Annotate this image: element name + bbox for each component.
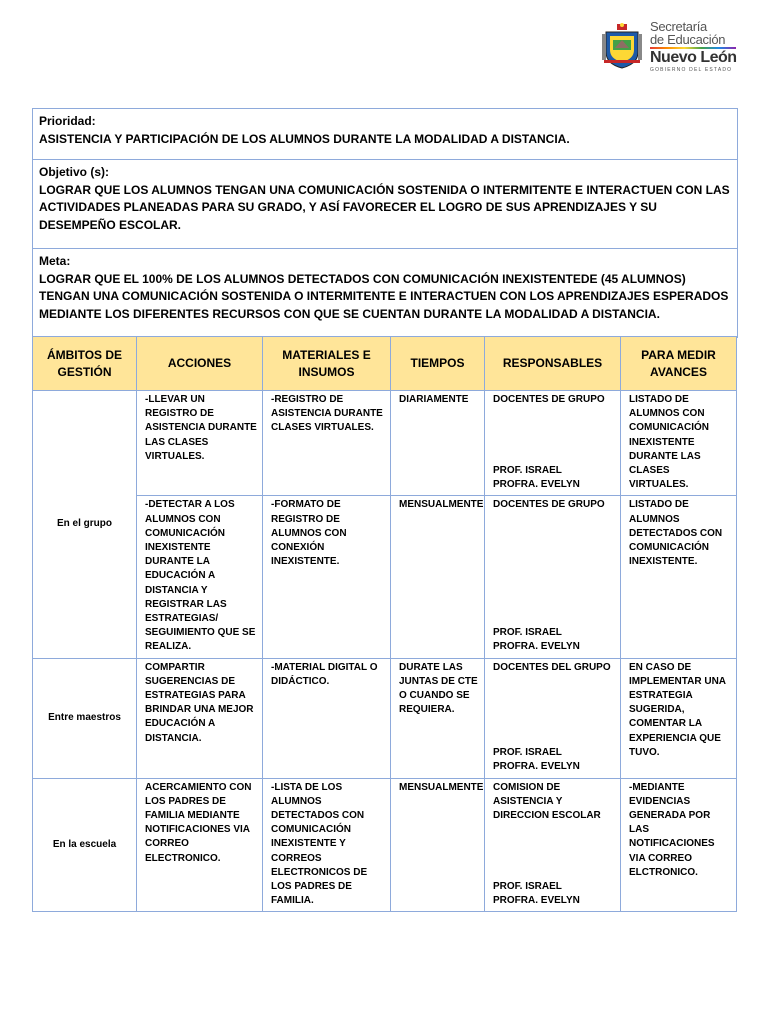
prof-names bbox=[493, 626, 580, 654]
tiempos-cell: DIARIAMENTE bbox=[391, 391, 485, 496]
prof-names bbox=[493, 746, 580, 774]
acciones-cell: COMPARTIR SUGERENCIAS DE ESTRATEGIAS PARA BRINDAR UNA MEJOR EDUCACIÓN A DISTANCIA. bbox=[137, 658, 263, 778]
scope-cell: Entre maestros bbox=[33, 658, 137, 778]
prioridad-label: Prioridad: bbox=[39, 114, 96, 128]
materiales-cell: -FORMATO DE REGISTRO DE ALUMNOS CON CONEXIÓN INEXISTENTE. bbox=[263, 496, 391, 658]
avances-cell: LISTADO DE ALUMNOS CON COMUNICACIÓN INEXISTENTE DURANTE LAS CLASES VIRTUALES. bbox=[621, 391, 737, 496]
table-header-row bbox=[33, 337, 737, 391]
header-tiempos: TIEMPOS bbox=[391, 337, 485, 391]
prioridad-box bbox=[33, 109, 737, 160]
prof-names bbox=[493, 464, 580, 492]
header-materiales: MATERIALES E INSUMOS bbox=[263, 337, 391, 391]
objetivo-label: Objetivo (s): bbox=[39, 165, 110, 179]
table-row bbox=[33, 658, 737, 778]
header-avances: PARA MEDIR AVANCES bbox=[621, 337, 737, 391]
prof-2: PROFRA. EVELYN bbox=[493, 641, 580, 653]
objetivo-box bbox=[33, 160, 737, 249]
acciones-cell: -LLEVAR UN REGISTRO DE ASISTENCIA DURANTE LAS CLASES VIRTUALES. bbox=[137, 391, 263, 496]
table-row bbox=[33, 778, 737, 912]
header-acciones: ACCIONES bbox=[137, 337, 263, 391]
logo-line-2: de Educación bbox=[650, 31, 726, 47]
responsables-text: DOCENTES DE GRUPO bbox=[493, 499, 605, 511]
info-section bbox=[32, 108, 738, 338]
responsables-cell bbox=[485, 778, 621, 912]
responsables-text: DOCENTES DE GRUPO bbox=[493, 394, 605, 405]
responsables-text: DOCENTES DEL GRUPO bbox=[493, 661, 611, 673]
prioridad-text: ASISTENCIA Y PARTICIPACIÓN DE LOS ALUMNOS DURANTE LA MODALIDAD A DISTANCIA. bbox=[39, 131, 570, 146]
logo-line-4: GOBIERNO DEL ESTADO bbox=[650, 66, 733, 73]
prof-1: PROF. ISRAEL bbox=[493, 881, 562, 893]
table-row bbox=[33, 391, 737, 496]
materiales-cell: -REGISTRO DE ASISTENCIA DURANTE CLASES VIRTUALES. bbox=[263, 391, 391, 496]
avances-cell: LISTADO DE ALUMNOS DETECTADOS CON COMUNICACIÓN INEXISTENTE. bbox=[621, 496, 737, 658]
prof-2: PROFRA. EVELYN bbox=[493, 761, 580, 773]
scope-cell: En la escuela bbox=[33, 778, 137, 912]
acciones-cell: -DETECTAR A LOS ALUMNOS CON COMUNICACIÓN INEXISTENTE DURANTE LA EDUCACIÓN A DISTANCIA Y REGISTRAR LAS ESTRATEGIAS/ SEGUIMIENTO QUE SE REALIZA. bbox=[137, 496, 263, 658]
meta-text: LOGRAR QUE EL 100% DE LOS ALUMNOS DETECTADOS CON COMUNICACIÓN INEXISTENTEDE (45 ALUMNOS) TENGAN UNA COMUNICACIÓN SOSTENIDA O INTERMITENTE E INTERACTUEN CON LOS APRENDIZAJES ESPERADOS MEDIANTE LOS DIFERENTES RECURSOS CON QUE SE CUENTAN DURANTE LA MODALIDAD A DISTANCIA. bbox=[39, 271, 729, 321]
state-crest-icon bbox=[600, 22, 644, 70]
tiempos-cell: MENSUALMENTE bbox=[391, 778, 485, 912]
header-ambitos: ÁMBITOS DE GESTIÓN bbox=[33, 337, 137, 391]
logo-line-3: Nuevo León bbox=[650, 48, 737, 66]
prof-1: PROF. ISRAEL bbox=[493, 627, 562, 639]
responsables-cell bbox=[485, 391, 621, 496]
responsables-cell bbox=[485, 658, 621, 778]
header-responsables: RESPONSABLES bbox=[485, 337, 621, 391]
logo-line-1: Secretaría bbox=[650, 18, 707, 34]
objetivo-text: LOGRAR QUE LOS ALUMNOS TENGAN UNA COMUNICACIÓN SOSTENIDA O INTERMITENTE E INTERACTUEN CON LAS ACTIVIDADES PLANEADAS PARA SU GRADO, Y ASÍ FAVORECER EL LOGRO DE SUS APRENDIZAJES Y SU DESEMPEÑO ESCOLAR. bbox=[39, 182, 730, 232]
scope-cell: En el grupo bbox=[33, 391, 137, 659]
materiales-cell: -MATERIAL DIGITAL O DIDÁCTICO. bbox=[263, 658, 391, 778]
avances-cell: -MEDIANTE EVIDENCIAS GENERADA POR LAS NOTIFICACIONES VIA CORREO ELCTRONICO. bbox=[621, 778, 737, 912]
avances-cell: EN CASO DE IMPLEMENTAR UNA ESTRATEGIA SUGERIDA, COMENTAR LA EXPERIENCIA QUE TUVO. bbox=[621, 658, 737, 778]
responsables-text: COMISION DE ASISTENCIA Y DIRECCION ESCOLAR bbox=[493, 781, 601, 822]
materiales-cell: -LISTA DE LOS ALUMNOS DETECTADOS CON COMUNICACIÓN INEXISTENTE Y CORREOS ELECTRONICOS DE LOS PADRES DE FAMILIA. bbox=[263, 778, 391, 912]
prof-1: PROF. ISRAEL bbox=[493, 465, 562, 477]
plan-table bbox=[32, 336, 737, 912]
prof-1: PROF. ISRAEL bbox=[493, 747, 562, 759]
prof-2: PROFRA. EVELYN bbox=[493, 479, 580, 491]
logo-text bbox=[650, 20, 737, 73]
tiempos-cell: DURATE LAS JUNTAS DE CTE O CUANDO SE REQUIERA. bbox=[391, 658, 485, 778]
table-row bbox=[33, 496, 737, 658]
secretaria-logo bbox=[600, 16, 750, 76]
acciones-cell: ACERCAMIENTO CON LOS PADRES DE FAMILIA MEDIANTE NOTIFICACIONES VIA CORREO ELECTRONICO. bbox=[137, 778, 263, 912]
meta-box bbox=[33, 249, 737, 338]
meta-label: Meta: bbox=[39, 254, 71, 268]
prof-names bbox=[493, 880, 580, 908]
prof-2: PROFRA. EVELYN bbox=[493, 895, 580, 907]
tiempos-cell: MENSUALMENTE bbox=[391, 496, 485, 658]
responsables-cell bbox=[485, 496, 621, 658]
